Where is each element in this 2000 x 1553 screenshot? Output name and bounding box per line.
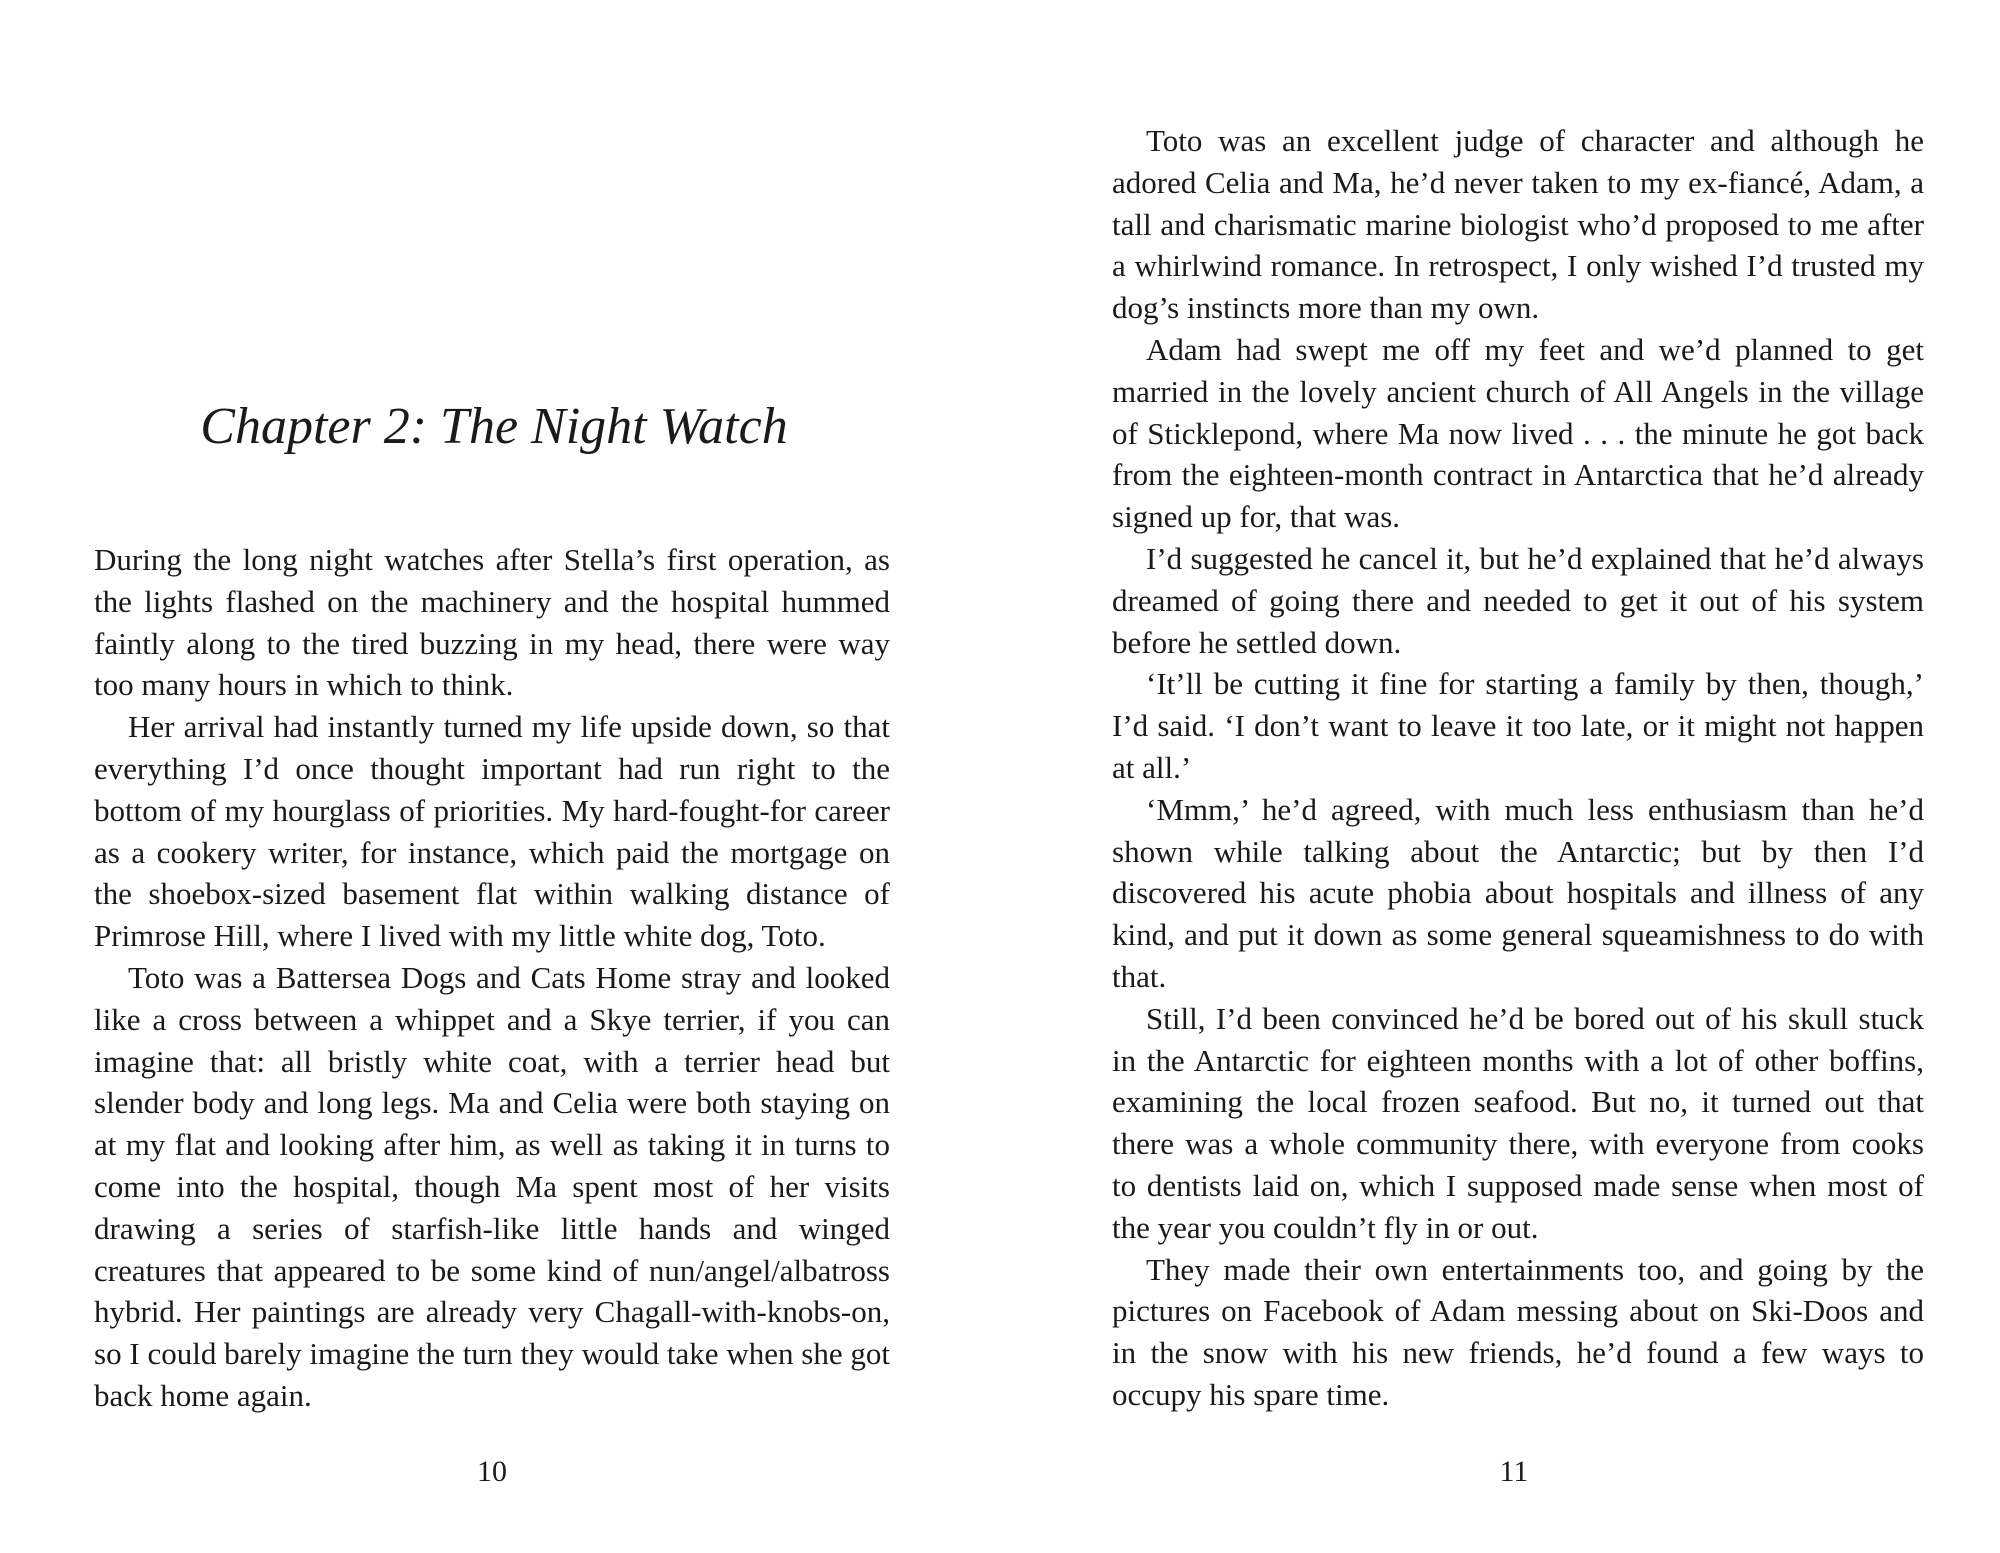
paragraph: Still, I’d been convinced he’d be bored out of his skull stuck in the Antarctic for eighteen months with a lot of other boffins, examining the local frozen seafood. But no, it turned out that there was a whole community there, with everyone from cooks to dentists laid on, which I supposed made sense when most of the year you couldn’t fly in or out.	[1112, 1000, 1924, 1245]
paragraph: During the long night watches after Stella’s first operation, as the lights flashed on the machinery and the hospital hummed faintly along to the tired buzzing in my head, there were way too many hours in which to think.	[94, 542, 890, 703]
right-page	[1000, 0, 2000, 1553]
paragraph: ‘It’ll be cutting it fine for starting a family by then, though,’ I’d said. ‘I don’t want to leave it too late, or it might not happen at all.’	[1112, 666, 1924, 785]
paragraph: They made their own entertainments too, and going by the pictures on Facebook of Adam messing about on Ski-Doos and in the snow with his new friends, he’d found a few ways to occupy his spare time.	[1112, 1251, 1924, 1412]
paragraph: Toto was a Battersea Dogs and Cats Home stray and looked like a cross between a whippet and a Skye terrier, if you can imagine that: all bristly white coat, with a terrier head but slender body and long legs. Ma and Celia were both staying on at my flat and looking after him, as well as taking it in turns to come into the hospital, though Ma spent most of her visits drawing a series of starfish-like little hands and winged creatures that appeared to be some kind of nun/angel/albatross hybrid. Her paintings are already very Chagall-with-knobs-on, so I could barely imagine the turn they would take when she got back home again.	[94, 959, 890, 1413]
left-page-body	[94, 539, 890, 1417]
page-number-right: 11	[1499, 1455, 1529, 1488]
page-number-left: 10	[477, 1455, 507, 1488]
paragraph: I’d suggested he cancel it, but he’d explained that he’d always dreamed of going there and needed to get it out of his system before he settled down.	[1112, 540, 1924, 660]
paragraph: Toto was an excellent judge of character and although he adored Celia and Ma, he’d never taken to my ex-fiancé, Adam, a tall and charismatic marine biologist who’d proposed to me after a whirlwind romance. In retrospect, I only wished I’d trusted my dog’s instincts more than my own.	[1112, 123, 1924, 326]
paragraph: Adam had swept me off my feet and we’d planned to get married in the lovely ancient church of All Angels in the village of Sticklepond, where Ma now lived . . . the minute he got back from the eighteen-month contract in Antarctica that he’d already signed up for, that was.	[1112, 331, 1924, 535]
right-page-body	[1112, 120, 1924, 1416]
paragraph: Her arrival had instantly turned my life upside down, so that everything I’d once thought important had run right to the bottom of my hourglass of priorities. My hard-fought-for career as a cookery writer, for instance, which paid the mortgage on the shoebox-sized basement flat within walking distance of Primrose Hill, where I lived with my little white dog, Toto.	[94, 709, 890, 954]
chapter-title: Chapter 2: The Night Watch	[200, 398, 788, 455]
paragraph: ‘Mmm,’ he’d agreed, with much less enthusiasm than he’d shown while talking about the Antarctic; but by then I’d discovered his acute phobia about hospitals and illness of any kind, and put it down as some general squeamishness to do with that.	[1112, 791, 1924, 994]
